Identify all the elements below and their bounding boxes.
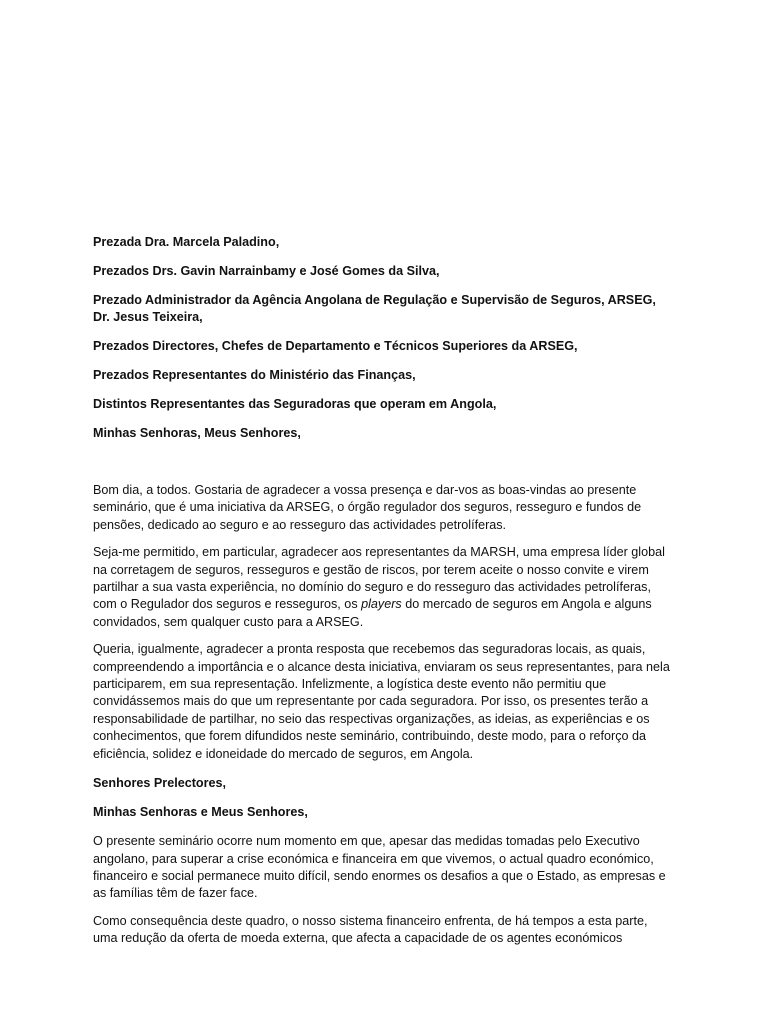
- salutation-line: Minhas Senhoras e Meus Senhores,: [93, 805, 308, 820]
- paragraph-marsh-text-end: do mercado de seguros em Angola e alguns convidados, sem qualquer custo para a ARSEG.: [93, 597, 652, 629]
- paragraph-welcome: Bom dia, a todos. Gostaria de agradecer a vossa presença e dar-vos as boas-vindas ao presente seminário, que é uma iniciativa da ARSEG, o órgão regulador dos seguros, resseguro e fundos de pensões, dedicado ao seguro e ao resseguro das actividades petrolíferas.: [93, 483, 642, 532]
- salutation-line: Prezados Representantes do Ministério das Finanças,: [93, 368, 416, 382]
- paragraph-marsh-italic: players: [361, 597, 402, 612]
- paragraph-context: O presente seminário ocorre num momento em que, apesar das medidas tomadas pelo Executivo angolano, para superar a crise económica e financeira em que vivemos, o actual quadro económico, financeiro e social permanece muito difícil, sendo enormes os desafios a que o Estado, as empresas e as famílias têm de fazer face.: [93, 834, 666, 901]
- salutation-line: Distintos Representantes das Seguradoras que operam em Angola,: [93, 397, 497, 411]
- salutation-line: Minhas Senhoras, Meus Senhores,: [93, 426, 301, 440]
- paragraph-insurers: Queria, igualmente, agradecer a pronta resposta que recebemos das seguradoras locais, as quais, compreendendo a importância e o alcance desta iniciativa, enviaram os seus representantes, para nela participarem, em sua representação. Infelizmente, a logística deste evento não permitiu que convidássemos mais do que um representante por cada seguradora. Por isso, os presentes terão a responsabilidade de partilhar, no seio das respectivas organizações, as ideias, as experiências e os conhecimentos, que forem difundidos neste seminário, contribuindo, deste modo, para o reforço da eficiência, solidez e idoneidade do mercado de seguros, em Angola.: [93, 642, 670, 761]
- salutation-line: Prezada Dra. Marcela Paladino,: [93, 235, 280, 249]
- salutation-line: Senhores Prelectores,: [93, 776, 226, 791]
- salutation-line: Prezados Directores, Chefes de Departamento e Técnicos Superiores da ARSEG,: [93, 339, 578, 353]
- paragraph-marsh-text: Seja-me permitido, em particular, agradecer aos representantes da MARSH, uma empresa líder global na corretagem de seguros, resseguros e gestão de riscos, por terem aceite o nosso convite e virem partilhar a sua vasta experiência, no domínio do seguro e do resseguro das actividades petrolíferas, com o Regulador dos seguros e resseguros, os: [93, 545, 665, 612]
- salutation-line: Prezados Drs. Gavin Narrainbamy e José Gomes da Silva,: [93, 264, 440, 278]
- document-page: [93, 234, 675, 958]
- salutation-line: Prezado Administrador da Agência Angolana de Regulação e Supervisão de Seguros, ARSEG, Dr. Jesus Teixeira,: [93, 293, 656, 324]
- spacer: [93, 454, 675, 482]
- paragraph-financial-system: Como consequência deste quadro, o nosso sistema financeiro enfrenta, de há tempos a esta parte, uma redução da oferta de moeda externa, que afecta a capacidade de os agentes económicos: [93, 913, 648, 946]
- paragraph-marsh: [93, 544, 675, 631]
